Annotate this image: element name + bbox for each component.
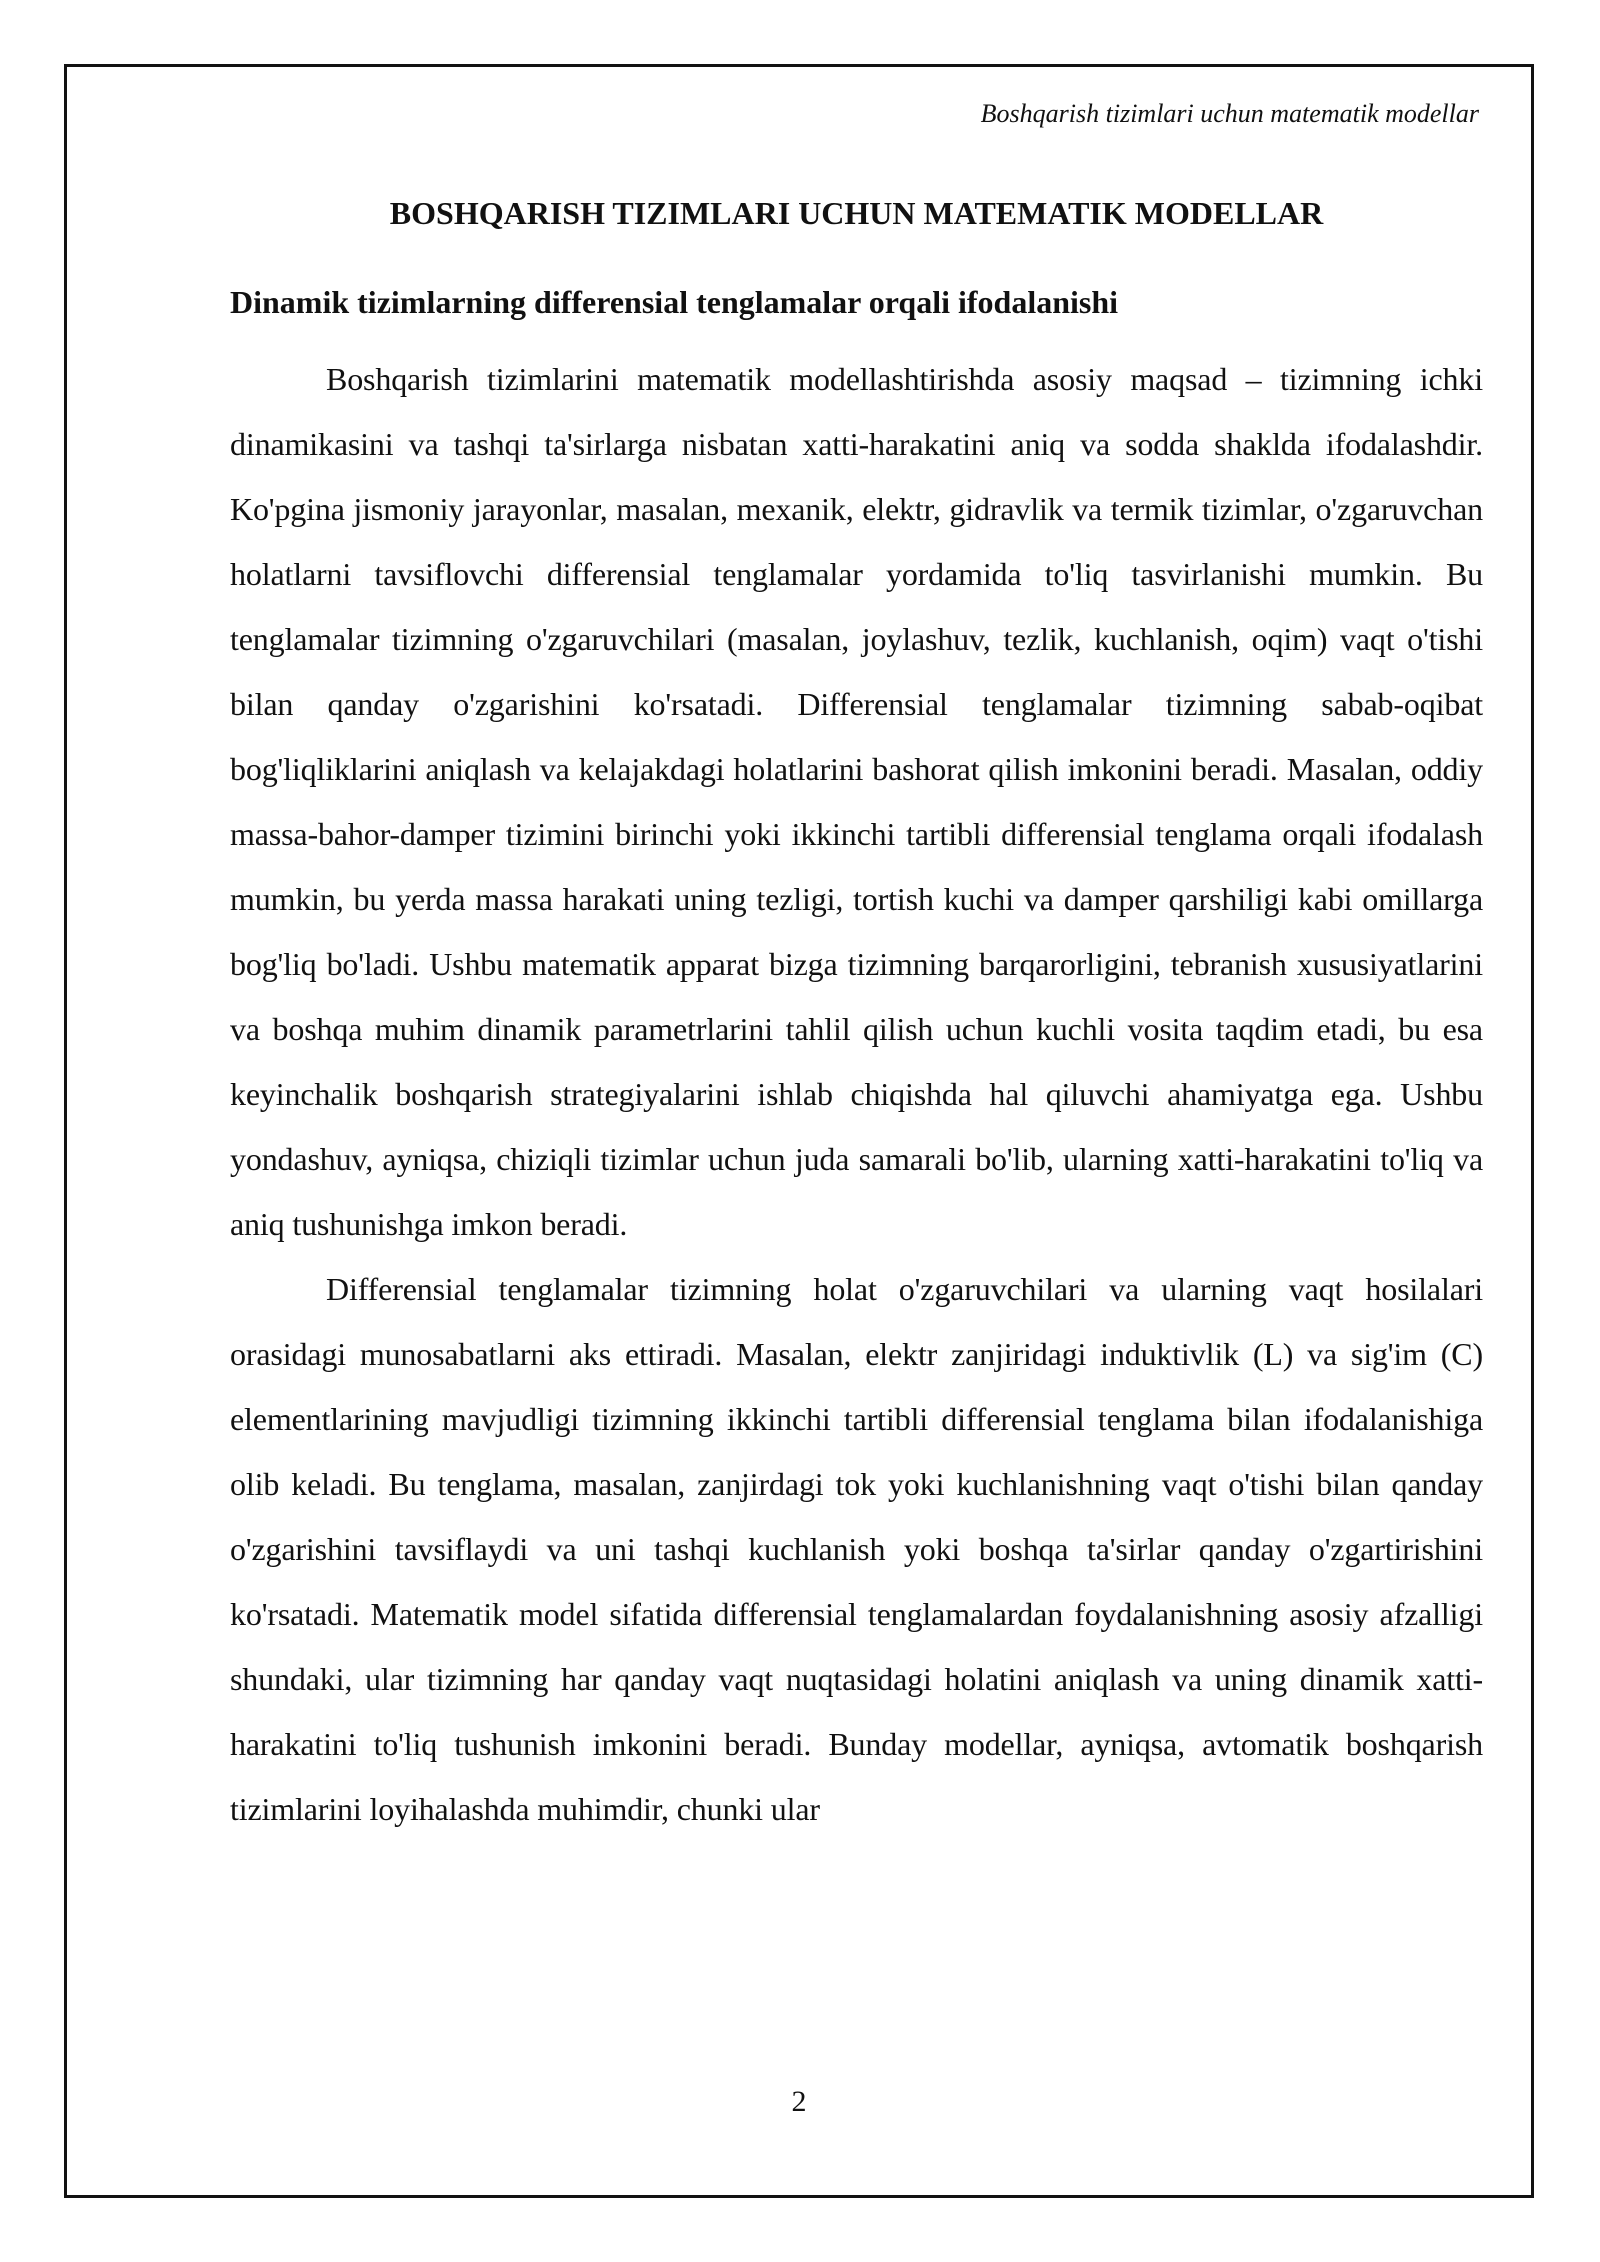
section-heading: Dinamik tizimlarning differensial tenglamalar orqali ifodalanishi (230, 284, 1119, 320)
page-frame (64, 64, 1534, 2198)
running-header: Boshqarish tizimlari uchun matematik modellar (980, 99, 1479, 128)
paragraph: Boshqarish tizimlarini matematik modellashtirishda asosiy maqsad – tizimning ichki dinamikasini va tashqi ta'sirlarga nisbatan xatti-harakatini aniq va sodda shaklda ifodalashdir. Ko'pgina jismoniy jarayonlar, masalan, mexanik, elektr, gidravlik va termik tizimlar, o'zgaruvchan holatlarni tavsiflovchi differensial tenglamalar yordamida to'liq tasvirlanishi mumkin. Bu tenglamalar tizimning o'zgaruvchilari (masalan, joylashuv, tezlik, kuchlanish, oqim) vaqt o'tishi bilan qanday o'zgarishini ko'rsatadi. Differensial tenglamalar tizimning sabab-oqibat bog'liqliklarini aniqlash va kelajakdagi holatlarini bashorat qilish imkonini beradi. Masalan, oddiy massa-bahor-damper tizimini birinchi yoki ikkinchi tartibli differensial tenglama orqali ifodalash mumkin, bu yerda massa harakati uning tezligi, tortish kuchi va damper qarshiligi kabi omillarga bog'liq bo'ladi. Ushbu matematik apparat bizga tizimning barqarorligini, tebranish xususiyatlarini va boshqa muhim dinamik parametrlarini tahlil qilish uchun kuchli vosita taqdim etadi, bu esa keyinchalik boshqarish strategiyalarini ishlab chiqishda hal qiluvchi ahamiyatga ega. Ushbu yondashuv, ayniqsa, chiziqli tizimlar uchun juda samarali bo'lib, ularning xatti-harakatini to'liq va aniq tushunishga imkon beradi. (230, 361, 1483, 1242)
page-number: 2 (791, 2085, 807, 2118)
paragraph: Differensial tenglamalar tizimning holat o'zgaruvchilari va ularning vaqt hosilalari orasidagi munosabatlarni aks ettiradi. Masalan, elektr zanjiridagi induktivlik (L) va sig'im (C) elementlarining mavjudligi tizimning ikkinchi tartibli differensial tenglama bilan ifodalanishiga olib keladi. Bu tenglama, masalan, zanjirdagi tok yoki kuchlanishning vaqt o'tishi bilan qanday o'zgarishini tavsiflaydi va uni tashqi kuchlanish yoki boshqa ta'sirlar qanday o'zgartirishini ko'rsatadi. Matematik model sifatida differensial tenglamalardan foydalanishning asosiy afzalligi shundaki, ular tizimning har qanday vaqt nuqtasidagi holatini aniqlash va uning dinamik xatti-harakatini to'liq tushunish imkonini beradi. Bunday modellar, ayniqsa, avtomatik boshqarish tizimlarini loyihalashda muhimdir, chunki ular (230, 1271, 1483, 1827)
document-body (230, 193, 1483, 1842)
document-title: BOSHQARISH TIZIMLARI UCHUN MATEMATIK MODELLAR (389, 195, 1324, 231)
